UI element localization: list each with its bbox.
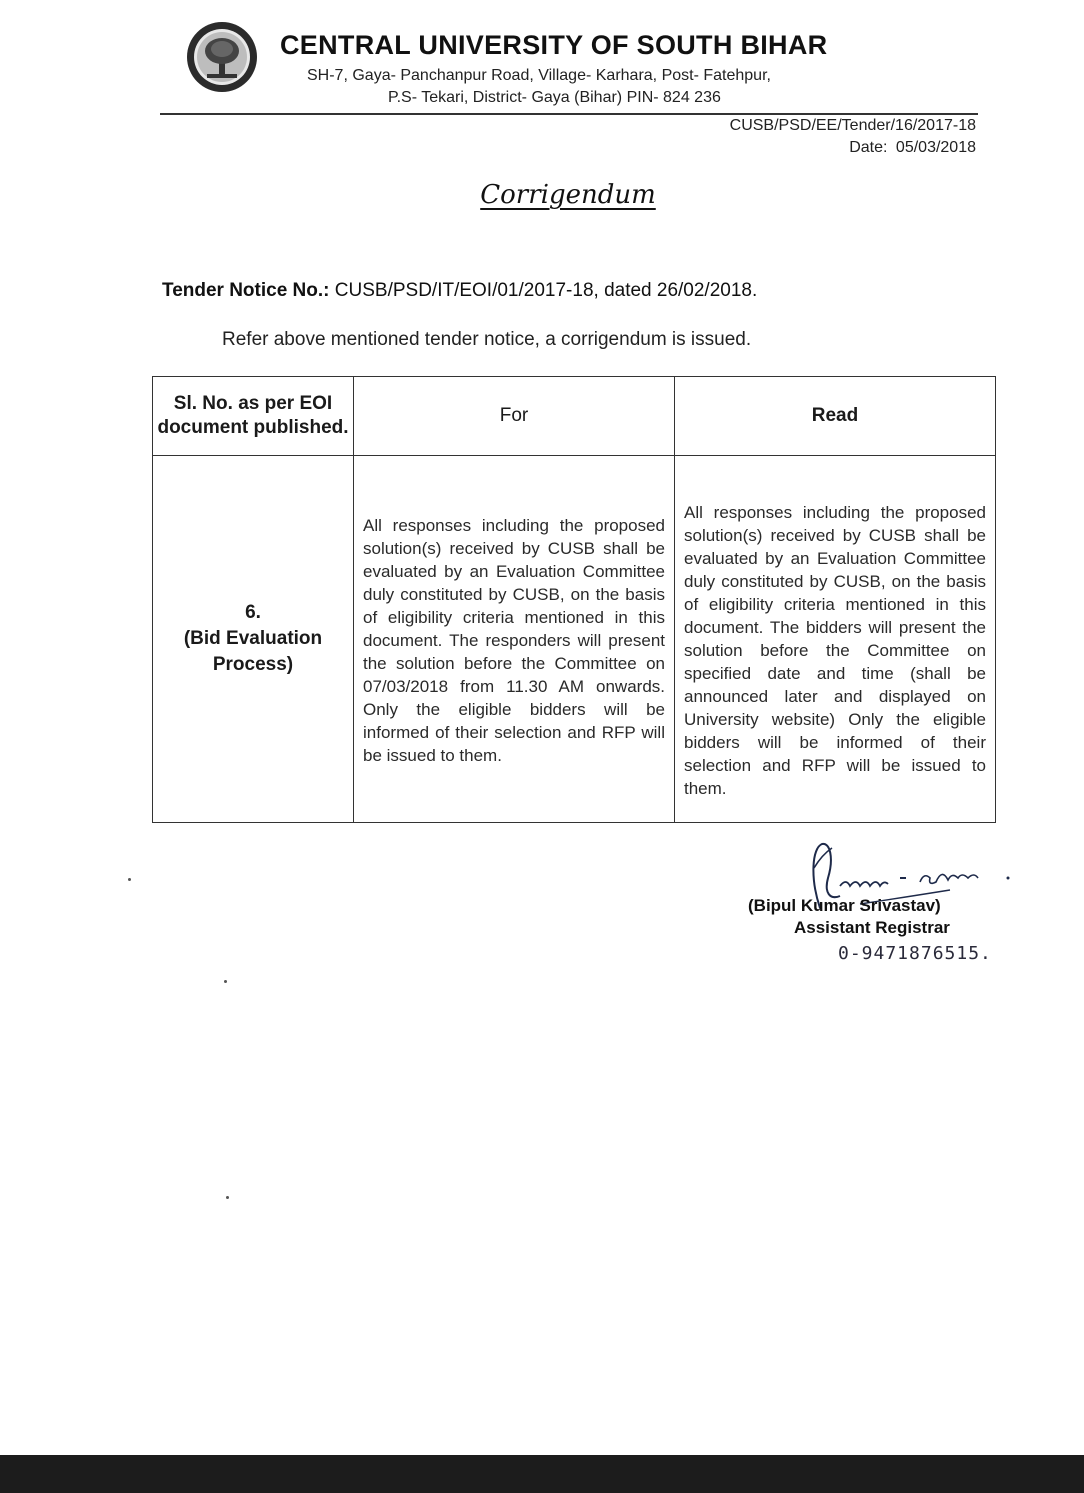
date-value: 05/03/2018 (895, 139, 976, 156)
signatory-designation: Assistant Registrar (794, 918, 950, 937)
table-row (153, 456, 996, 823)
tender-value: CUSB/PSD/IT/EOI/01/2017-18, dated 26/02/2018. (334, 280, 758, 301)
scan-speck (226, 1196, 229, 1199)
date-label: Date: (849, 139, 888, 156)
signatory-phone: 0-9471876515. (838, 943, 992, 964)
header-read: Read (675, 377, 996, 456)
document-date (845, 139, 976, 157)
address-line-2: P.S- Tekari, District- Gaya (Bihar) PIN- 824 236 (388, 89, 721, 106)
scan-edge-bar (0, 1455, 1084, 1493)
scan-speck (128, 878, 131, 881)
university-name: CENTRAL UNIVERSITY OF SOUTH BIHAR (280, 30, 828, 60)
sl-number: 6. (245, 602, 261, 623)
document-title: Corrigendum (480, 180, 656, 210)
header-sl-no: Sl. No. as per EOI document published. (153, 377, 354, 456)
header-divider (160, 113, 978, 115)
cell-for-text: All responses including the proposed solution(s) received by CUSB shall be evaluated by an Evaluation Committee duly constituted by CUSB, on the basis of eligibility criteria mentioned in this document. The responders will present the solution before the Committee on 07/03/2018 from 11.30 AM onwards. Only the eligible bidders will be informed of their selection and RFP will be issued to them. (354, 456, 675, 823)
signatory-name: (Bipul Kumar Srivastav) (748, 896, 941, 915)
cell-sl-no (153, 456, 354, 823)
header-for: For (354, 377, 675, 456)
scan-speck (224, 980, 227, 983)
cell-read-text: All responses including the proposed solution(s) received by CUSB shall be evaluated by an Evaluation Committee duly constituted by CUSB, on the basis of eligibility criteria mentioned in this document. The bidders will present the solution before the Committee on specified date and time (shall be announced later and displayed on University website) Only the eligible bidders will be informed of their selection and RFP will be issued to them. (675, 456, 996, 823)
address-line-1: SH-7, Gaya- Panchanpur Road, Village- Karhara, Post- Fatehpur, (307, 67, 771, 84)
tender-label: Tender Notice No.: (162, 280, 330, 301)
sl-description: (Bid Evaluation Process) (183, 628, 323, 675)
table-header-row (153, 377, 996, 456)
corrigendum-table (152, 376, 996, 823)
tender-notice (162, 280, 757, 302)
intro-text: Refer above mentioned tender notice, a corrigendum is issued. (222, 329, 752, 350)
reference-number: CUSB/PSD/EE/Tender/16/2017-18 (729, 117, 976, 134)
university-logo (185, 20, 259, 94)
